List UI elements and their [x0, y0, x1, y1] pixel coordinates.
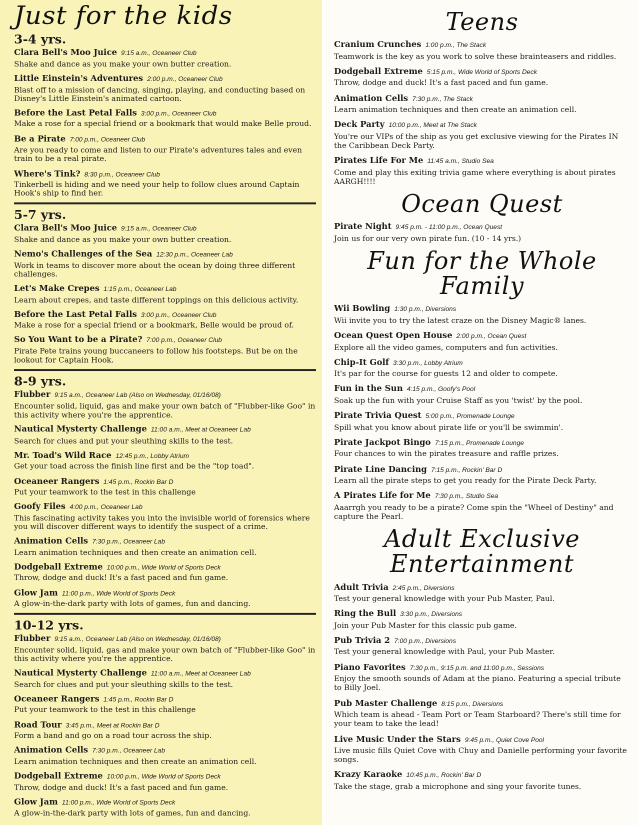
event-time-location: 7:00 p.m., Oceaneer Club [69, 136, 146, 144]
event-description: Enjoy the smooth sounds of Adam at the piano. Featuring a special tribute to Billy Joel. [334, 674, 621, 693]
event-time-location: 10:45 p.m., Rockin' Bar D [406, 772, 482, 780]
event-item [334, 155, 630, 186]
event-header [14, 249, 316, 261]
event-time-location: 9:15 a.m., Oceaneer Club [121, 225, 197, 233]
event-title: Wii Bowling [334, 303, 391, 314]
event-description: Four chances to win the pirates treasure and raffle prizes. [334, 449, 559, 459]
event-description: Which team is ahead - Team Port or Team Starboard? There's still time for your team to take the lead! [334, 710, 621, 729]
event-time-location: 1:45 p.m., Rockin Bar D [103, 478, 174, 486]
event-item [334, 662, 630, 693]
event-header [14, 694, 316, 706]
event-description: Form a band and go on a road tour across the ship. [14, 731, 212, 741]
section-heading: Fun for the Whole Family [367, 247, 597, 301]
event-time-location: 5:15 p.m., Wide World of Sports Deck [426, 68, 538, 76]
event-title: Goofy Files [14, 501, 66, 512]
event-title: Nemo's Challenges of the Sea [14, 248, 153, 259]
event-time-location: 1:30 p.m., Diversions [394, 306, 457, 314]
section-divider [14, 613, 316, 615]
section-ocean-quest [334, 192, 630, 243]
event-time-location: 12:45 p.m., Lobby Atrium [115, 452, 189, 460]
event-description: Learn about crepes, and taste different toppings on this delicious activity. [14, 295, 299, 305]
event-description: Explore all the video games, computers and fun activities. [334, 342, 558, 352]
event-description: It's par for the course for guests 12 and older to compete. [334, 369, 558, 379]
event-time-location: 7:30 p.m., Oceaneer Lab [92, 538, 166, 546]
event-title: Ocean Quest Open House [334, 330, 453, 341]
event-item [334, 608, 630, 630]
event-item [334, 698, 630, 729]
event-item [14, 450, 316, 471]
event-header [334, 66, 630, 79]
event-title: Oceaneer Rangers [14, 693, 100, 704]
event-time-location: 11:00 a.m., Meet at Oceaneer Lab [150, 671, 251, 678]
event-description: Make a rose for a special friend or a bookmark, Belle would be proud of. [14, 321, 294, 330]
event-header [14, 168, 316, 180]
age-group-heading: 10-12 yrs. [14, 618, 84, 633]
section-heading: Ocean Quest [401, 190, 563, 219]
event-title: Dodgeball Extreme [14, 771, 103, 781]
event-item [14, 771, 316, 792]
event-time-location: 11:00 p.m., Wide World of Sports Deck [61, 590, 176, 598]
event-time-location: 1:00 p.m., The Stack [425, 42, 487, 50]
event-description: Throw, dodge and duck! It's a fast paced and fun game. [334, 78, 549, 88]
event-header [334, 490, 630, 503]
event-description: Spill what you know about pirate life or you'll be swimmin'. [334, 422, 564, 432]
section-heading: Adult Exclusive Entertainment [384, 525, 580, 579]
event-description: A glow-in-the-dark party with lots of games, fun and dancing. [14, 808, 251, 818]
kids-age-groups [14, 32, 316, 818]
event-description: Soak up the fun with your Cruise Staff as you 'twist' by the pool. [334, 395, 583, 405]
event-header [14, 283, 316, 295]
event-item [14, 134, 316, 164]
section-divider [14, 203, 316, 205]
event-header [334, 635, 630, 648]
event-header [14, 73, 316, 85]
event-title: Where's Tink? [14, 168, 81, 178]
event-header [14, 562, 316, 574]
age-group-5-7-yrs [14, 203, 316, 365]
event-description: Throw, dodge and duck! It's a fast paced and fun game. [14, 783, 229, 792]
event-item [334, 93, 630, 115]
event-item [334, 66, 630, 88]
event-header [334, 383, 630, 396]
event-description: Are you ready to come and listen to our Pirate's adventures tales and even train to be a real pirate. [14, 145, 302, 164]
event-description: Learn animation techniques and then create an animation cell. [14, 548, 257, 557]
event-title: Animation Cells [14, 536, 89, 546]
event-header [334, 155, 630, 168]
event-description: Put your teamwork to the test in this challenge [14, 487, 196, 497]
event-title: Cranium Crunches [334, 39, 422, 50]
event-header [334, 769, 630, 782]
event-title: Pub Master Challenge [334, 697, 438, 708]
event-time-location: 5:00 p.m., Promenade Lounge [425, 413, 515, 421]
event-time-location: 3:45 p.m., Meet at Rockin Bar D [65, 722, 160, 730]
event-title: Mr. Toad's Wild Race [14, 450, 112, 460]
event-title: Pirate Trivia Quest [334, 410, 422, 421]
event-description: Work in teams to discover more about the ocean by doing three different challenges. [14, 260, 296, 279]
event-title: Pirate Jackpot Bingo [334, 436, 431, 447]
event-description: Blast off to a mission of dancing, singing, playing, and conducting based on Disney's Little Einstein's animated cartoon. [14, 85, 306, 103]
event-header [334, 734, 630, 747]
event-description: Live music fills Quiet Cove with Chuy and Danielle performing your favorite songs. [334, 746, 627, 765]
event-title: Little Einstein's Adventures [14, 73, 144, 83]
event-item [14, 424, 316, 445]
event-time-location: 10:00 p.m., Wide World of Sports Deck [106, 773, 221, 781]
event-item [14, 335, 316, 365]
event-header [334, 330, 630, 343]
event-time-location: 4:00 p.m., Oceaneer Lab [69, 504, 143, 512]
event-header [14, 536, 316, 548]
event-time-location: 9:45 p.m. - 11:00 p.m., Ocean Quest [395, 224, 503, 232]
event-item [14, 720, 316, 741]
event-time-location: 9:15 a.m., Oceaneer Lab (Also on Wednesday, 01/16/08) [54, 636, 221, 644]
event-title: Oceaneer Rangers [14, 475, 100, 486]
event-item [14, 501, 316, 531]
section-teens [334, 10, 630, 186]
event-header [14, 108, 316, 120]
teens-family-adult-column [326, 0, 638, 825]
event-description: Tinkerbell is hiding and we need your help to follow clues around Captain Hook's ship to find her. [14, 180, 300, 198]
event-description: Shake and dance as you make your own butter creation. [14, 235, 232, 244]
event-header [14, 745, 316, 757]
event-title: Pirates Life For Me [334, 155, 424, 166]
event-header [14, 771, 316, 783]
event-item [334, 410, 630, 432]
event-header [14, 390, 316, 402]
event-title: Flubber [14, 633, 51, 644]
event-time-location: 9:15 a.m., Oceaneer Club [121, 50, 197, 58]
event-description: Shake and dance as you make your own butter creation. [14, 59, 232, 69]
event-description: Come and play this exiting trivia game where everything is about pirates AARGH!!!! [334, 167, 616, 186]
event-title: Animation Cells [14, 745, 89, 755]
event-header [334, 662, 630, 675]
event-header [334, 464, 630, 477]
event-title: Before the Last Petal Falls [14, 309, 137, 319]
event-title: Piano Favorites [334, 661, 406, 672]
section-adult-exclusive-entertainment [334, 527, 630, 791]
event-header [14, 309, 316, 321]
event-title: Clara Bell's Moo Juice [14, 223, 118, 233]
event-description: Encounter solid, liquid, gas and make your own batch of "Flubber-like Goo" in this activity where you're the apprentice. [14, 645, 316, 664]
event-header [14, 588, 316, 600]
event-time-location: 8:15 p.m., Diversions [441, 700, 504, 708]
event-header [334, 221, 630, 234]
event-time-location: 12:30 p.m., Oceaneer Lab [156, 251, 233, 259]
section-divider [14, 369, 316, 371]
event-description: Search for clues and put your sleuthing skills to the test. [14, 680, 234, 689]
event-item [14, 309, 316, 330]
event-time-location: 2:00 p.m., Ocean Quest [456, 333, 527, 341]
event-header [334, 608, 630, 621]
event-description: Throw, dodge and duck! It's a fast paced and fun game. [14, 573, 229, 583]
event-item [334, 221, 630, 243]
event-item [334, 734, 630, 765]
event-header [334, 582, 630, 595]
event-header [334, 93, 630, 106]
event-item [14, 588, 316, 609]
event-item [14, 476, 316, 497]
event-item [14, 797, 316, 818]
event-time-location: 7:00 p.m., Diversions [394, 637, 457, 645]
event-item [334, 303, 630, 325]
event-item [334, 437, 630, 459]
event-header [14, 501, 316, 513]
section-heading: Teens [445, 8, 519, 36]
age-group-heading: 5-7 yrs. [14, 207, 67, 223]
event-header [334, 410, 630, 423]
event-description: Learn animation techniques and then create an animation cell. [14, 757, 257, 767]
event-item [14, 168, 316, 198]
event-title: Krazy Karaoke [334, 769, 403, 780]
event-title: Animation Cells [334, 92, 409, 103]
event-description: Teamwork is the key as you work to solve these brainteasers and riddles. [334, 51, 617, 61]
event-time-location: 11:00 a.m., Meet at Oceaneer Lab [150, 427, 251, 434]
event-header [334, 39, 630, 52]
event-time-location: 4:15 p.m., Goofy's Pool [406, 386, 476, 394]
event-item [334, 383, 630, 405]
event-title: Clara Bell's Moo Juice [14, 47, 118, 58]
event-time-location: 7:00 p.m., Oceaneer Club [146, 337, 222, 345]
event-item [334, 582, 630, 604]
event-description: You're our VIPs of the ship as you get exclusive viewing for the Pirates IN the Caribbean Deck Party. [334, 131, 619, 150]
event-description: Get your toad across the finish line first and be the "top toad". [14, 462, 255, 471]
event-header [334, 357, 630, 370]
event-time-location: 7:15 p.m., Promenade Lounge [434, 439, 524, 447]
event-title: Ring the Bull [334, 608, 397, 619]
event-item [14, 73, 316, 103]
event-description: Join us for our very own pirate fun. (10 - 14 yrs.) [334, 233, 522, 243]
event-header [14, 48, 316, 60]
event-item [14, 249, 316, 279]
event-item [334, 357, 630, 379]
event-time-location: 11:00 p.m., Wide World of Sports Deck [61, 799, 176, 807]
event-item [14, 634, 316, 664]
event-title: Dodgeball Extreme [334, 65, 423, 76]
event-item [14, 390, 316, 420]
event-title: Be a Pirate [14, 133, 66, 144]
event-description: Test your general knowledge with your Pub Master, Paul. [334, 594, 555, 604]
event-time-location: 7:30 p.m., Studio Sea [434, 493, 499, 501]
event-header [14, 223, 316, 235]
event-item [14, 283, 316, 304]
event-time-location: 3:30 p.m., Lobby Atrium [392, 359, 463, 367]
age-group-10-12-yrs [14, 613, 316, 817]
event-description: Test your general knowledge with Paul, your Pub Master. [334, 647, 555, 657]
event-header [334, 303, 630, 316]
event-header [14, 476, 316, 488]
kids-heading: Just for the kids [14, 1, 233, 31]
event-item [334, 330, 630, 352]
event-title: Adult Trivia [334, 581, 389, 592]
event-header [14, 134, 316, 146]
event-time-location: 1:15 p.m., Oceaneer Lab [103, 286, 177, 293]
event-time-location: 1:45 p.m., Rockin Bar D [103, 696, 174, 704]
event-time-location: 3:30 p.m., Diversions [400, 611, 463, 619]
event-item [14, 223, 316, 244]
event-title: Pub Trivia 2 [334, 634, 391, 645]
event-description: Make a rose for a special friend or a bookmark that would make Belle proud. [14, 119, 312, 129]
event-title: Fun in the Sun [334, 383, 403, 394]
section-fun-for-the-whole-family [334, 249, 630, 521]
event-header [14, 668, 316, 680]
event-description: Pirate Pete trains young buccaneers to follow his footsteps. But be on the lookout for Captain Hook. [14, 346, 298, 365]
event-time-location: 7:30 p.m., Oceaneer Lab [92, 748, 166, 755]
event-item [334, 769, 630, 791]
event-header [14, 450, 316, 462]
event-title: Live Music Under the Stars [334, 733, 461, 744]
event-title: Pirate Night [334, 221, 392, 232]
event-header [14, 634, 316, 646]
event-time-location: 10:00 p.m., Meet at The Stack [388, 122, 477, 130]
event-description: Learn all the pirate steps to get you ready for the Pirate Deck Party. [334, 476, 597, 486]
event-item [334, 490, 630, 521]
event-item [334, 119, 630, 150]
event-description: Put your teamwork to the test in this challenge [14, 705, 196, 715]
event-title: Nautical Mysterty Challenge [14, 424, 147, 434]
event-description: Wii invite you to try the latest craze on the Disney Magic® lanes. [334, 315, 587, 325]
event-time-location: 7:30 p.m., 9:15 p.m. and 11:00 p.m., Sessions [409, 664, 545, 672]
age-group-heading: 8-9 yrs. [14, 374, 67, 389]
event-title: Nautical Mysterty Challenge [14, 668, 147, 678]
age-group-heading: 3-4 yrs. [14, 32, 67, 47]
event-header [334, 437, 630, 450]
event-title: Road Tour [14, 719, 62, 730]
event-title: Before the Last Petal Falls [14, 107, 137, 118]
event-title: So You Want to be a Pirate? [14, 334, 143, 345]
event-description: A glow-in-the-dark party with lots of games, fun and dancing. [14, 599, 251, 609]
event-description: Take the stage, grab a microphone and sing your favorite tunes. [334, 781, 582, 791]
event-time-location: 7:30 p.m., The Stack [412, 95, 473, 103]
event-header [14, 424, 316, 436]
event-item [334, 635, 630, 657]
event-time-location: 10:00 p.m., Wide World of Sports Deck [106, 564, 221, 572]
event-description: Encounter solid, liquid, gas and make your own batch of "Flubber-like Goo" in this activity where you're the apprentice. [14, 401, 316, 420]
event-time-location: 3:00 p.m., Oceaneer Club [140, 311, 217, 319]
event-time-location: 2:00 p.m., Oceaneer Club [147, 76, 223, 83]
event-title: Deck Party [334, 119, 385, 130]
event-item [14, 694, 316, 715]
event-header [334, 119, 630, 132]
event-description: Search for clues and put your sleuthing skills to the test. [14, 436, 234, 445]
event-title: Dodgeball Extreme [14, 561, 103, 572]
event-item [14, 562, 316, 583]
event-time-location: 2:45 p.m., Diversions [392, 584, 455, 592]
event-header [14, 335, 316, 347]
event-time-location: 8:30 p.m., Oceaneer Club [84, 171, 160, 178]
event-time-location: 11:45 a.m., Studio Sea [427, 158, 494, 166]
event-title: Flubber [14, 389, 51, 400]
event-header [14, 720, 316, 732]
event-item [14, 536, 316, 557]
event-description: Join your Pub Master for this classic pub game. [334, 620, 517, 630]
age-group-8-9-yrs [14, 369, 316, 608]
event-time-location: 9:15 a.m., Oceaneer Lab (Also on Wednesday, 01/16/08) [54, 392, 221, 400]
event-title: A Pirates Life for Me [334, 490, 431, 501]
event-title: Glow Jam [14, 796, 58, 807]
right-column-content [326, 0, 638, 796]
event-title: Glow Jam [14, 587, 58, 598]
event-header [14, 797, 316, 809]
event-title: Pirate Line Dancing [334, 463, 427, 474]
event-item [14, 668, 316, 689]
event-header [334, 698, 630, 711]
event-description: This fascinating activity takes you into the invisible world of forensics where you will discover different ways to identify the suspect of a crime. [14, 513, 310, 532]
event-item [14, 745, 316, 766]
event-item [334, 39, 630, 61]
event-title: Chip-It Golf [334, 356, 389, 367]
age-group-3-4-yrs [14, 32, 316, 198]
event-item [14, 48, 316, 69]
event-time-location: 7:15 p.m., Rockin' Bar D [430, 466, 503, 474]
event-title: Let's Make Crepes [14, 283, 100, 293]
event-item [14, 108, 316, 129]
event-description: Aaarrgh you ready to be a pirate? Come spin the "Wheel of Destiny" and capture the Pearl. [334, 502, 614, 521]
event-time-location: 9:45 p.m., Quiet Cove Pool [464, 736, 545, 744]
event-time-location: 3:00 p.m., Oceaneer Club [140, 110, 217, 118]
event-description: Learn animation techniques and then create an animation cell. [334, 105, 577, 115]
event-item [334, 464, 630, 486]
